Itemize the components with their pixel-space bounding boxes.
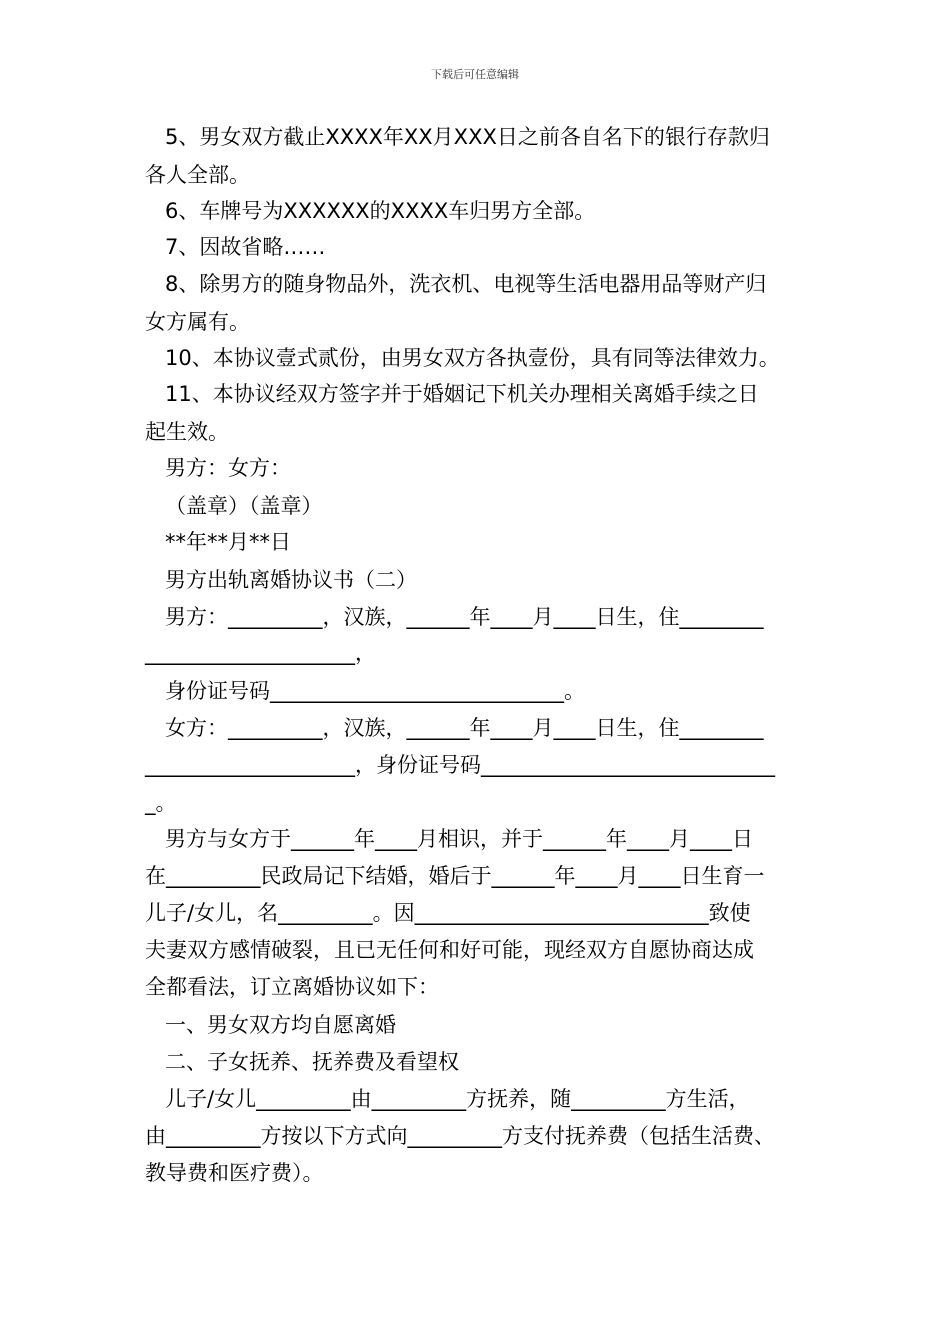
- text-line: 全都看法，订立离婚协议如下：: [145, 975, 439, 999]
- text-line: 6、车牌号为XXXXXX的XXXX车归男方全部。: [165, 199, 596, 223]
- text-line: 一、男女双方均自愿离婚: [165, 1013, 396, 1037]
- text-line: 10、本协议壹式贰份，由男女双方各执壹份，具有同等法律效力。: [165, 346, 780, 370]
- text-line: 教导费和医疗费）。: [145, 1161, 324, 1185]
- text-line: ____________________，: [145, 641, 376, 665]
- text-line: 7、因故省略……: [165, 235, 326, 259]
- text-line: 由_________方按以下方式向_________方支付抚养费（包括生活费、: [145, 1124, 775, 1148]
- section-title: 男方出轨离婚协议书（二）: [165, 568, 417, 592]
- text-line: 女方：_________，汉族，______年____月____日生，住________: [165, 716, 764, 740]
- text-line: ____________________，身份证号码____________________________: [145, 753, 775, 777]
- text-line: 5、男女双方截止XXXX年XX月XXX日之前各自名下的银行存款归: [165, 125, 770, 149]
- text-line: 男方：_________，汉族，______年____月____日生，住________: [165, 605, 764, 629]
- text-line: 起生效。: [145, 420, 229, 444]
- text-line: 女方属有。: [145, 310, 250, 334]
- text-line: 各人全部。: [145, 163, 250, 187]
- text-line: 儿子/女儿_________由_________方抚养，随_________方生活，: [165, 1087, 750, 1111]
- text-line: 儿子/女儿，名_________。因____________________________致使: [145, 901, 751, 925]
- text-line: 身份证号码____________________________。: [165, 679, 585, 703]
- date-line: **年**月**日: [165, 530, 291, 554]
- text-line: 8、除男方的随身物品外，洗衣机、电视等生活电器用品等财产归: [165, 272, 767, 296]
- text-line: 11、本协议经双方签字并于婚姻记下机关办理相关离婚手续之日: [165, 382, 759, 406]
- text-line: 夫妻双方感情破裂，且已无任何和好可能，现经双方自愿协商达成: [145, 938, 754, 962]
- signature-labels: 男方：女方：: [165, 456, 291, 480]
- text-line: 男方与女方于______年____月相识，并于______年____月____日: [165, 827, 753, 851]
- text-line: 二、子女抚养、抚养费及看望权: [165, 1050, 459, 1074]
- text-line: 在_________民政局记下结婚，婚后于______年____月____日生育一: [145, 864, 765, 888]
- seal-labels: （盖章）（盖章）: [165, 494, 323, 518]
- page-header: 下载后可任意编辑: [431, 68, 519, 81]
- text-line: _。: [145, 791, 177, 815]
